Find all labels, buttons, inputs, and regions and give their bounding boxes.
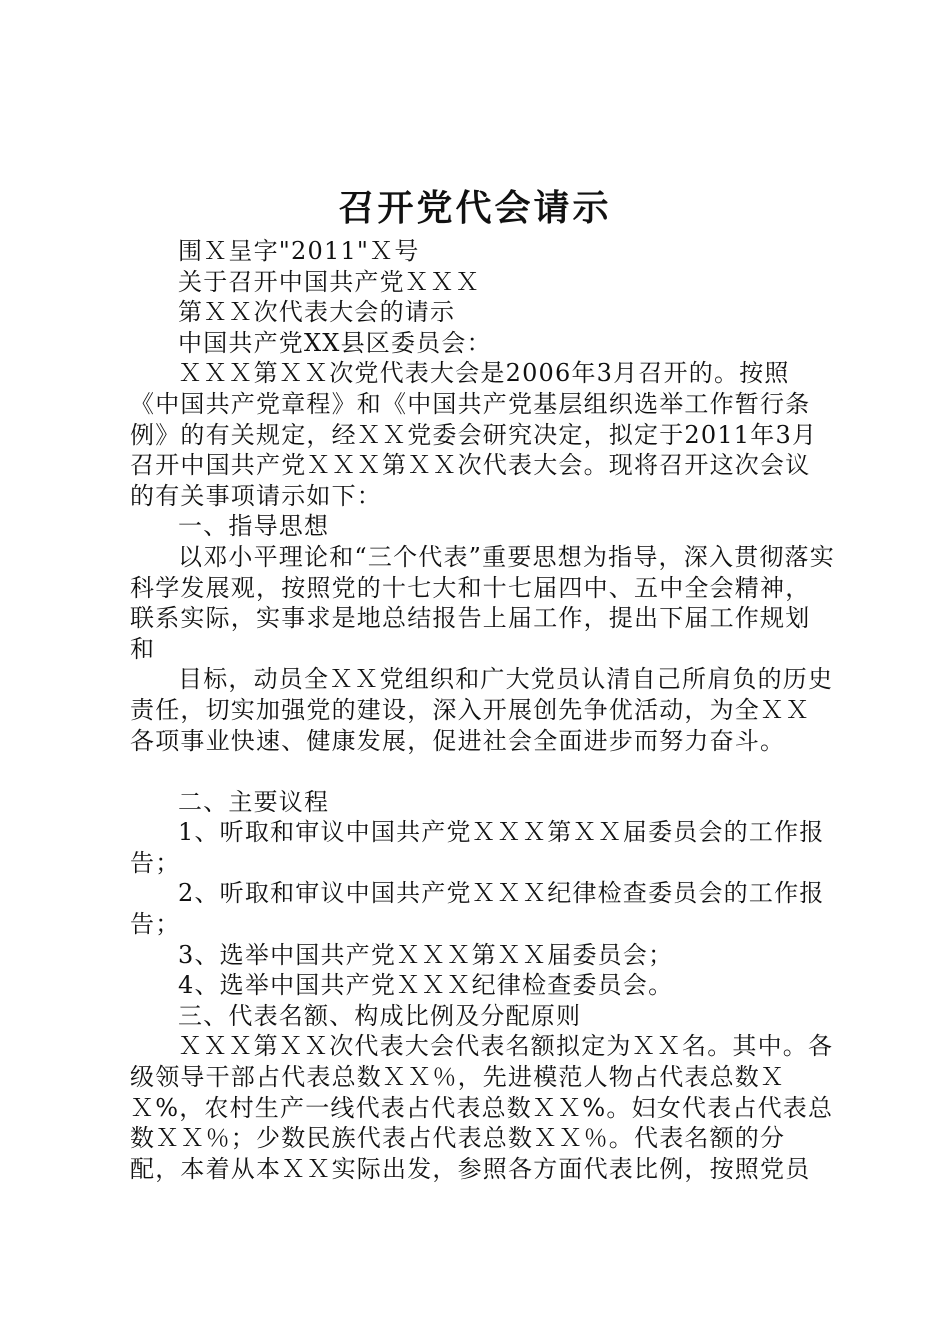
guiding-paragraph-2: 目标，动员全ＸＸ党组织和广大党员认清自己所肩负的历史责任，切实加强党的建设，深入开展创先争优活动，为全ＸＸ各项事业快速、健康发展，促进社会全面进步而努力奋斗。 <box>130 665 834 755</box>
section-heading-1: 一、指导思想 <box>178 512 330 541</box>
delegates-paragraph: ＸＸＸ第ＸＸ次代表大会代表名额拟定为ＸＸ名。其中。各级领导干部占代表总数ＸＸ％，先进模范人物占代表总数ＸＸ%，农村生产一线代表占代表总数ＸＸ%。妇女代表占代表总数ＸＸ％；少数民族代表占代表总数ＸＸ％。代表名额的分配，本着从本ＸＸ实际出发，参照各方面代表比例，按照党员 <box>130 1032 834 1183</box>
subject-line-1: 关于召开中国共产党ＸＸＸ <box>178 267 481 296</box>
document-title: 召开党代会请示 <box>338 188 612 229</box>
section-heading-3: 三、代表名额、构成比例及分配原则 <box>178 1001 582 1030</box>
agenda-item-4: 4、选举中国共产党ＸＸＸ纪律检查委员会。 <box>178 971 674 1000</box>
doc-number: 围Ｘ呈字"2011"Ｘ号 <box>178 237 420 265</box>
subject-line-2: 第ＸＸ次代表大会的请示 <box>178 298 456 327</box>
intro-paragraph: ＸＸＸ第ＸＸ次党代表大会是2006年3月召开的。按照《中国共产党章程》和《中国共产党基层组织选举工作暂行条例》的有关规定，经ＸＸ党委会研究决定，拟定于2011年3月召开中国共产党ＸＸＸ第ＸＸ次代表大会。现将召开这次会议的有关事项请示如下： <box>130 359 818 510</box>
guiding-paragraph-1: 以邓小平理论和“三个代表”重要思想为指导，深入贯彻落实科学发展观，按照党的十七大和十七届四中、五中全会精神，联系实际，实事求是地总结报告上届工作，提出下届工作规划和 <box>130 542 835 663</box>
agenda-item-2: 2、听取和审议中国共产党ＸＸＸ纪律检查委员会的工作报告； <box>130 879 825 939</box>
blank-line <box>130 756 835 787</box>
section-heading-2: 二、主要议程 <box>178 787 330 816</box>
recipient: 中国共产党XX县区委员会： <box>178 328 492 357</box>
agenda-item-1: 1、听取和审议中国共产党ＸＸＸ第ＸＸ届委员会的工作报告； <box>130 818 825 877</box>
agenda-item-3: 3、选举中国共产党ＸＸＸ第ＸＸ届委员会； <box>178 940 674 969</box>
document-body <box>130 236 835 1184</box>
